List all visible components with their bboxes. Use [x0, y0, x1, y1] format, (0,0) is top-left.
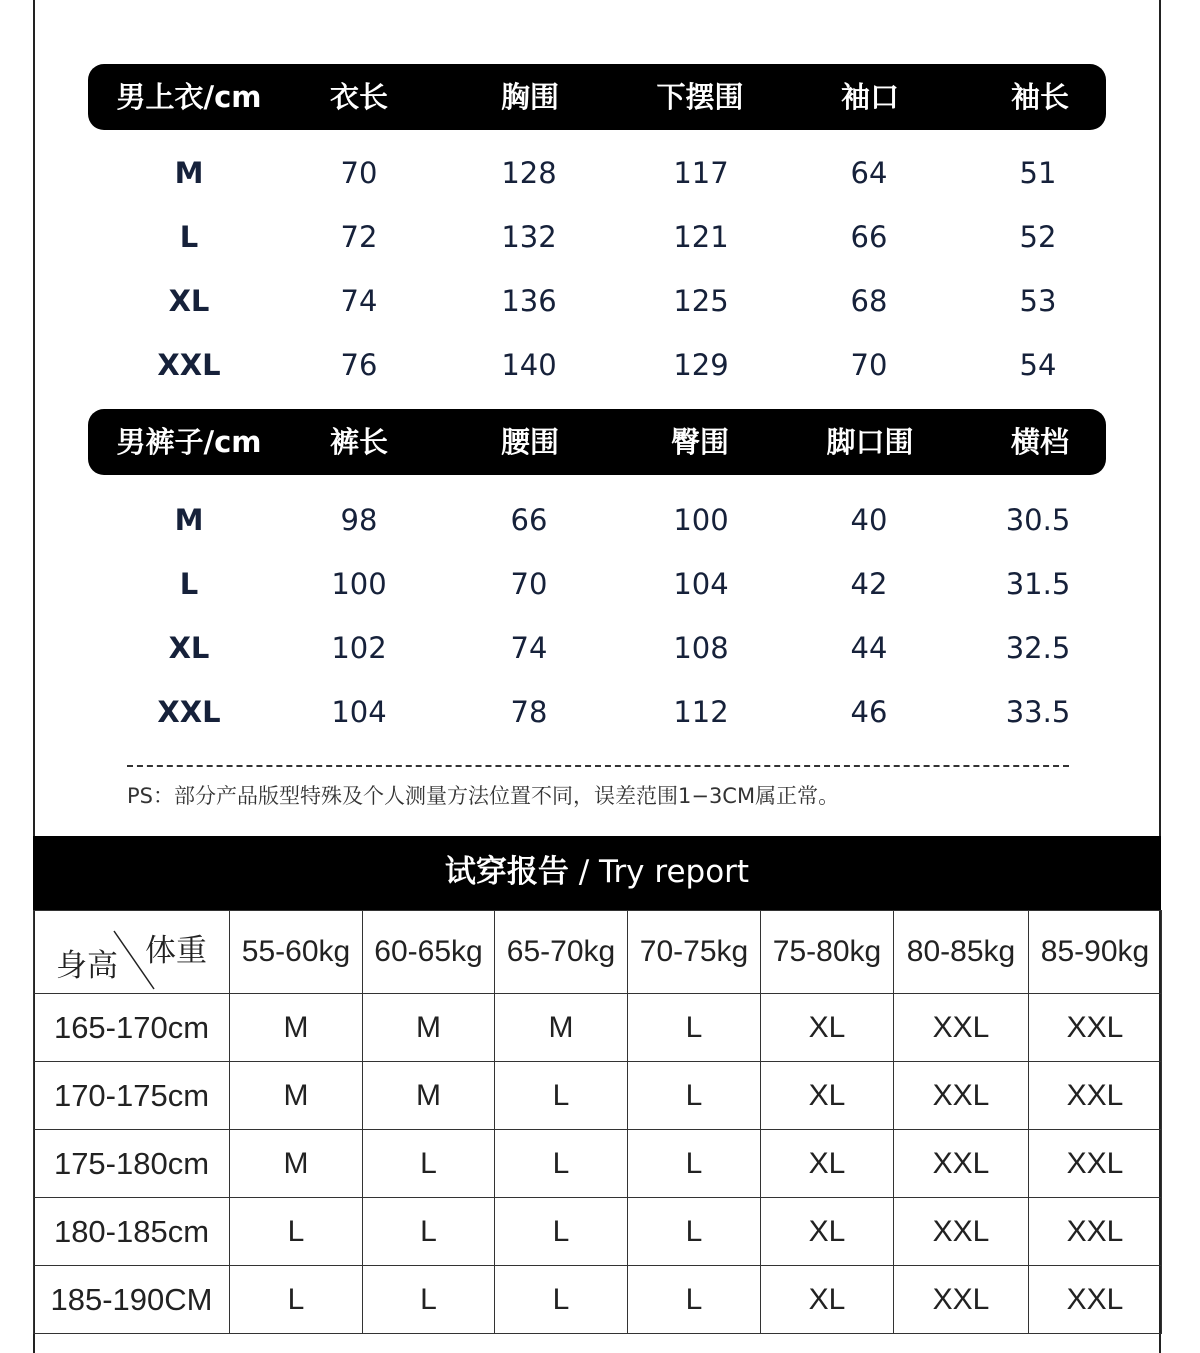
tops-header-length: 衣长 [329, 80, 389, 114]
tops-value-cell: 70 [850, 348, 888, 382]
recommended-size-cell: M [363, 994, 495, 1062]
pants-value-cell: 112 [673, 695, 729, 729]
recommended-size-cell: M [495, 994, 628, 1062]
pants-header-length: 裤长 [329, 425, 389, 459]
recommended-size-cell: XXL [894, 1062, 1029, 1130]
recommended-size-cell: XXL [894, 1198, 1029, 1266]
corner-height-label: 身高 [56, 948, 118, 983]
recommended-size-cell: M [230, 1130, 363, 1198]
pants-row [0, 500, 1200, 540]
try-report-row [34, 1266, 1162, 1334]
tops-header-sleeve: 袖长 [1010, 80, 1070, 114]
try-report-row [34, 1198, 1162, 1266]
recommended-size-cell: L [495, 1266, 628, 1334]
pants-value-cell: 44 [850, 631, 888, 665]
try-report-title-en: / Try report [568, 854, 750, 890]
recommended-size-cell: L [628, 1130, 761, 1198]
tops-row [0, 281, 1200, 321]
pants-header-hip: 臀围 [670, 425, 730, 459]
pants-size-label: XXL [157, 695, 221, 729]
tops-value-cell: 132 [501, 220, 557, 254]
height-range-cell: 170-175cm [34, 1062, 230, 1130]
tops-value-cell: 72 [340, 220, 378, 254]
recommended-size-cell: L [628, 1266, 761, 1334]
tops-row [0, 153, 1200, 193]
try-report-bar [33, 836, 1161, 910]
tops-size-label: M [174, 156, 204, 190]
weight-header: 80-85kg [894, 911, 1029, 994]
pants-value-cell: 108 [673, 631, 729, 665]
pants-value-cell: 32.5 [1005, 631, 1071, 665]
pants-size-label: XL [168, 631, 210, 665]
weight-header: 85-90kg [1029, 911, 1162, 994]
tops-value-cell: 52 [1019, 220, 1057, 254]
weight-header: 55-60kg [230, 911, 363, 994]
pants-value-cell: 102 [331, 631, 387, 665]
recommended-size-cell: M [230, 1062, 363, 1130]
pants-header-bar [88, 409, 1106, 475]
pants-header-leg-opening: 脚口围 [826, 425, 914, 459]
recommended-size-cell: L [628, 1198, 761, 1266]
tops-value-cell: 68 [850, 284, 888, 318]
try-report-row [34, 994, 1162, 1062]
recommended-size-cell: XXL [1029, 1130, 1162, 1198]
recommended-size-cell: L [230, 1266, 363, 1334]
tops-value-cell: 64 [850, 156, 888, 190]
tops-value-cell: 125 [673, 284, 729, 318]
try-report-row [34, 1062, 1162, 1130]
recommended-size-cell: XXL [894, 1130, 1029, 1198]
tops-header-chest: 胸围 [500, 80, 560, 114]
pants-value-cell: 100 [673, 503, 729, 537]
tops-value-cell: 117 [673, 156, 729, 190]
height-range-cell: 180-185cm [34, 1198, 230, 1266]
pants-header-size: 男裤子/cm [116, 425, 262, 459]
tops-row [0, 217, 1200, 257]
pants-header-waist: 腰围 [500, 425, 560, 459]
tops-value-cell: 54 [1019, 348, 1057, 382]
recommended-size-cell: XL [761, 1266, 894, 1334]
tops-size-label: L [179, 220, 199, 254]
weight-header: 70-75kg [628, 911, 761, 994]
pants-value-cell: 66 [510, 503, 548, 537]
pants-value-cell: 40 [850, 503, 888, 537]
measurement-note: PS：部分产品版型特殊及个人测量方法位置不同，误差范围1−3CM属正常。 [127, 784, 840, 808]
try-report-row [34, 1130, 1162, 1198]
weight-header: 60-65kg [363, 911, 495, 994]
recommended-size-cell: XXL [1029, 1198, 1162, 1266]
recommended-size-cell: M [363, 1062, 495, 1130]
pants-size-label: L [179, 567, 199, 601]
recommended-size-cell: XXL [1029, 994, 1162, 1062]
recommended-size-cell: M [230, 994, 363, 1062]
recommended-size-cell: XXL [894, 994, 1029, 1062]
tops-value-cell: 66 [850, 220, 888, 254]
try-report-title-cn: 试穿报告 [444, 854, 569, 890]
weight-header: 75-80kg [761, 911, 894, 994]
corner-cell [34, 911, 230, 994]
tops-value-cell: 74 [340, 284, 378, 318]
recommended-size-cell: L [628, 1062, 761, 1130]
tops-value-cell: 121 [673, 220, 729, 254]
tops-value-cell: 136 [501, 284, 557, 318]
tops-header-cuff: 袖口 [840, 80, 900, 114]
tops-value-cell: 53 [1019, 284, 1057, 318]
pants-value-cell: 31.5 [1005, 567, 1071, 601]
pants-value-cell: 74 [510, 631, 548, 665]
recommended-size-cell: L [363, 1198, 495, 1266]
dashed-divider [127, 765, 1069, 767]
height-range-cell: 165-170cm [34, 994, 230, 1062]
recommended-size-cell: XXL [894, 1266, 1029, 1334]
tops-header-hem: 下摆围 [656, 80, 744, 114]
tops-size-label: XL [168, 284, 210, 318]
recommended-size-cell: L [495, 1130, 628, 1198]
pants-value-cell: 33.5 [1005, 695, 1071, 729]
recommended-size-cell: L [495, 1062, 628, 1130]
tops-value-cell: 51 [1019, 156, 1057, 190]
tops-row [0, 345, 1200, 385]
recommended-size-cell: L [495, 1198, 628, 1266]
recommended-size-cell: XXL [1029, 1062, 1162, 1130]
pants-row [0, 564, 1200, 604]
pants-value-cell: 104 [673, 567, 729, 601]
tops-header-bar [88, 64, 1106, 130]
pants-value-cell: 100 [331, 567, 387, 601]
corner-weight-label: 体重 [145, 933, 207, 968]
tops-value-cell: 70 [340, 156, 378, 190]
pants-size-label: M [174, 503, 204, 537]
tops-size-label: XXL [157, 348, 221, 382]
pants-row [0, 628, 1200, 668]
tops-value-cell: 128 [501, 156, 557, 190]
tops-value-cell: 129 [673, 348, 729, 382]
pants-value-cell: 70 [510, 567, 548, 601]
recommended-size-cell: XL [761, 1198, 894, 1266]
pants-value-cell: 30.5 [1005, 503, 1071, 537]
pants-value-cell: 78 [510, 695, 548, 729]
pants-value-cell: 98 [340, 503, 378, 537]
pants-header-rise: 横档 [1010, 425, 1070, 459]
recommended-size-cell: L [363, 1130, 495, 1198]
tops-value-cell: 76 [340, 348, 378, 382]
pants-row [0, 692, 1200, 732]
pants-value-cell: 42 [850, 567, 888, 601]
recommended-size-cell: L [628, 994, 761, 1062]
height-range-cell: 175-180cm [34, 1130, 230, 1198]
height-range-cell: 185-190CM [34, 1266, 230, 1334]
try-report-header-row [34, 911, 1162, 994]
tops-header-size: 男上衣/cm [116, 80, 262, 114]
recommended-size-cell: L [230, 1198, 363, 1266]
recommended-size-cell: XXL [1029, 1266, 1162, 1334]
try-report-table [33, 910, 1162, 1334]
pants-value-cell: 104 [331, 695, 387, 729]
recommended-size-cell: XL [761, 1062, 894, 1130]
pants-value-cell: 46 [850, 695, 888, 729]
recommended-size-cell: XL [761, 1130, 894, 1198]
weight-header: 65-70kg [495, 911, 628, 994]
recommended-size-cell: L [363, 1266, 495, 1334]
recommended-size-cell: XL [761, 994, 894, 1062]
tops-value-cell: 140 [501, 348, 557, 382]
